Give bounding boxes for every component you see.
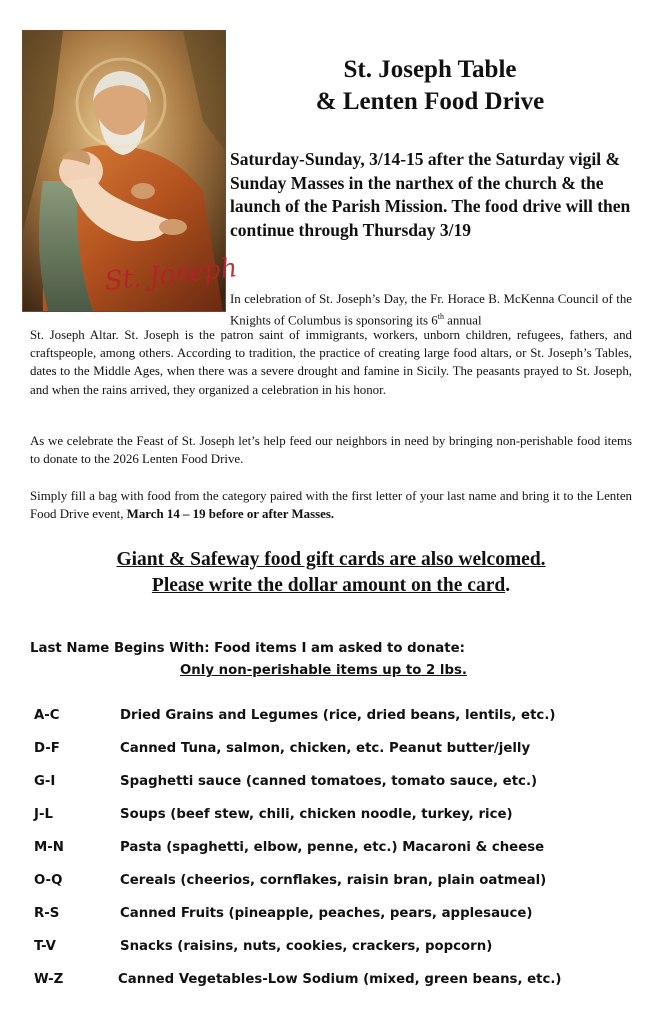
food-items: Pasta (spaghetti, elbow, penne, etc.) Macaroni & cheese [120,840,545,855]
instructions-text: Simply fill a bag with food from the category paired with the first letter of your last name and bring it to the Lenten Food Drive event, [30,489,632,522]
letter-range: G-I [34,774,56,789]
intro-paragraph-start [230,290,632,330]
letter-range: R-S [34,906,60,921]
feast-paragraph: As we celebrate the Feast of St. Joseph let’s help feed our neighbors in need by bringing non-perishable food items to donate to the 2026 Lenten Food Drive. [30,434,632,467]
ordinal-suffix: th [437,312,444,322]
title-line-2: & Lenten Food Drive [315,88,545,115]
letter-range: T-V [34,939,56,954]
food-row-r-s [34,903,634,925]
letter-range: M-N [34,840,64,855]
letter-range: A-C [34,708,60,723]
gift-card-line-2: Please write the dollar amount on the card [151,575,506,596]
food-items: Canned Fruits (pineapple, peaches, pears, applesauce) [120,906,533,921]
food-list-header-line-1: Last Name Begins With: Food items I am asked to donate: [30,641,465,656]
food-items: Spaghetti sauce (canned tomatoes, tomato sauce, etc.) [120,774,538,789]
food-items: Canned Vegetables-Low Sodium (mixed, green beans, etc.) [118,972,562,987]
food-row-w-z [34,969,634,991]
food-list-header-line-2: Only non-perishable items up to 2 lbs. [180,663,467,678]
intro-text-b: annual [443,313,482,328]
food-items: Soups (beef stew, chili, chicken noodle, turkey, rice) [120,807,513,822]
food-items: Dried Grains and Legumes (rice, dried beans, lentils, etc.) [120,708,556,723]
event-schedule: Saturday-Sunday, 3/14-15 after the Saturday vigil & Sunday Masses in the narthex of the church & the launch of the Parish Mission. The food drive will then continue through Thursday 3/19 [230,149,631,240]
saint-joseph-illustration [23,31,239,311]
food-items: Snacks (raisins, nuts, cookies, crackers, popcorn) [120,939,493,954]
gift-card-period: . [505,575,511,596]
food-row-j-l [34,804,634,826]
food-items: Cereals (cheerios, cornflakes, raisin bran, plain oatmeal) [120,873,547,888]
letter-range: J-L [34,807,53,822]
food-row-g-i [34,771,634,793]
food-row-o-q [34,870,634,892]
food-list-header [30,638,632,682]
instructions-dates: March 14 – 19 before or after Masses. [126,507,335,522]
instructions-paragraph [30,487,632,523]
food-items: Canned Tuna, salmon, chicken, etc. Peanut butter/jelly [120,741,531,756]
gift-card-line-1: Giant & Safeway food gift cards are also welcomed. [116,549,546,570]
gift-card-notice [30,547,632,599]
painting-signature: St. Joseph [103,253,239,297]
food-row-a-c [34,705,634,727]
page-title [250,54,610,118]
intro-text-a: In celebration of St. Joseph’s Day, the Fr. Horace B. McKenna Council of the Knights of Columbus is sponsoring its 6 [230,292,632,328]
food-row-t-v [34,936,634,958]
title-line-1: St. Joseph Table [343,56,517,83]
saint-joseph-painting [22,30,239,312]
food-row-m-n [34,837,634,859]
food-row-d-f [34,738,634,760]
letter-range: W-Z [34,972,64,987]
intro-paragraph-continued: St. Joseph Altar. St. Joseph is the patron saint of immigrants, workers, unborn children, refugees, fathers, and craftspeople, among others. According to tradition, the practice of creating large food altars, or St. Joseph’s Tables, dates to the Middle Ages, when there was a severe drought and famine in Sicily. The peasants prayed to St. Joseph, and when the rains arrived, they organized a celebration in his honor. [30,328,632,397]
letter-range: O-Q [34,873,63,888]
letter-range: D-F [34,741,60,756]
